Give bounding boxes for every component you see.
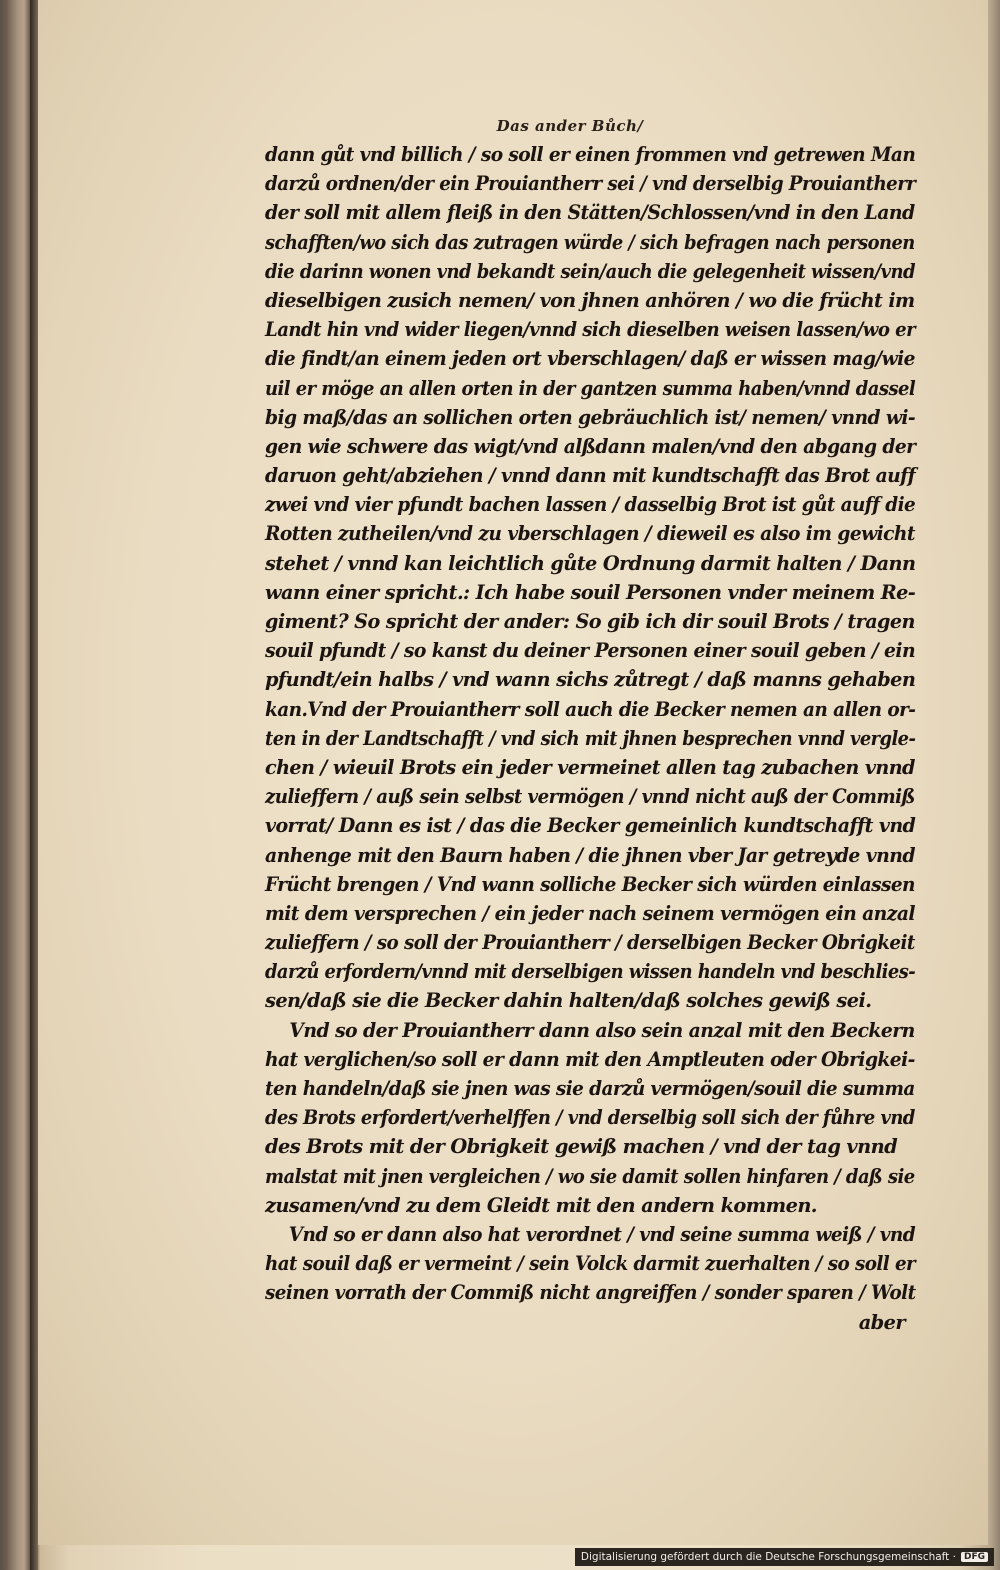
- text-line: giment? So spricht der ander: So gib ich dir souil Brots / tragen: [265, 610, 915, 633]
- text-line: uil er möge an allen orten in der gantzen summa haben/vnnd dassel: [265, 376, 916, 400]
- text-line: hat souil daß er vermeint / sein Volck darmit zuerhalten / so soll er: [265, 1252, 916, 1276]
- text-line: des Brots erfordert/verhelffen / vnd derselbig soll sich der fůhre vnd: [265, 1106, 915, 1130]
- text-line: mit dem versprechen / ein jeder nach seinem vermögen ein anzal: [265, 901, 915, 925]
- text-line: anhenge mit den Baurn haben / die jhnen vber Jar getreyde vnnd: [265, 843, 915, 867]
- text-line: souil pfundt / so kanst du deiner Personen einer souil geben / ein: [265, 639, 916, 663]
- text-line: wann einer spricht.: Ich habe souil Personen vnder meinem Re-: [265, 580, 916, 604]
- text-line: sen/daß sie die Becker dahin halten/daß solches gewiß sei.: [265, 989, 872, 1013]
- text-line: pfundt/ein halbs / vnd wann sichs zůtregt / daß manns gehaben: [265, 668, 916, 692]
- text-line: dann gůt vnd billich / so soll er einen frommen vnd getrewen Man: [265, 143, 916, 166]
- book-gutter: [30, 0, 38, 1570]
- text-line: gen wie schwere das wigt/vnd alßdann malen/vnd den abgang der: [265, 434, 916, 458]
- text-line: malstat mit jnen vergleichen / wo sie damit sollen hinfaren / daß sie: [265, 1164, 915, 1188]
- text-line: des Brots mit der Obrigkeit gewiß machen / vnd der tag vnnd: [265, 1135, 898, 1159]
- text-line: kan.Vnd der Prouiantherr soll auch die Becker nemen an allen or-: [265, 697, 916, 721]
- text-line: darzů erfordern/vnnd mit derselbigen wissen handeln vnd beschlies-: [265, 960, 916, 984]
- text-line: stehet / vnnd kan leichtlich gůte Ordnung darmit halten / Dann: [265, 551, 916, 575]
- text-line: daruon geht/abziehen / vnnd dann mit kundtschafft das Brot auff: [265, 464, 916, 488]
- text-line: zulieffern / so soll der Prouiantherr / derselbigen Becker Obrigkeit: [265, 931, 915, 955]
- text-line: zwei vnd vier pfundt bachen lassen / dasselbig Brot ist gůt auff die: [265, 493, 916, 517]
- text-line: Frücht brengen / Vnd wann solliche Becker sich würden einlassen: [265, 872, 915, 896]
- credit-text: Digitalisierung gefördert durch die Deutsche Forschungsgemeinschaft ·: [580, 1551, 956, 1563]
- text-line: seinen vorrath der Commiß nicht angreiffen / sonder sparen / Wolt: [265, 1281, 916, 1305]
- text-line: zulieffern / auß sein selbst vermögen / vnnd nicht auß der Commiß: [265, 785, 915, 809]
- text-line: schafften/wo sich das zutragen würde / sich befragen nach personen: [265, 230, 915, 254]
- text-line: Vnd so er dann also hat verordnet / vnd seine summa weiß / vnd: [288, 1222, 916, 1246]
- body-text: [265, 140, 915, 1337]
- digitization-credit: [575, 1548, 994, 1566]
- text-line: big maß/das an sollichen orten gebräuchlich ist/ nemen/ vnnd wi-: [265, 405, 916, 429]
- dfg-logo-icon: DFG: [961, 1552, 988, 1562]
- text-line: hat verglichen/so soll er dann mit den Amptleuten oder Obrigkei-: [265, 1047, 915, 1071]
- text-line: aber: [858, 1310, 905, 1334]
- text-line: ten handeln/daß sie jnen was sie darzů vermögen/souil die summa: [265, 1077, 915, 1100]
- running-header: Das ander Bůch/: [496, 117, 644, 135]
- text-line: chen / wieuil Brots ein jeder vermeinet allen tag zubachen vnnd: [265, 755, 915, 779]
- text-line: Vnd so der Prouiantherr dann also sein anzal mit den Beckern: [289, 1018, 915, 1042]
- text-line: die findt/an einem jeden ort vberschlagen/ daß er wissen mag/wie: [265, 347, 915, 371]
- text-line: der soll mit allem fleiß in den Stätten/Schlossen/vnd in den Land: [265, 201, 915, 225]
- text-line: vorrat/ Dann es ist / das die Becker gemeinlich kundtschafft vnd: [265, 814, 916, 838]
- text-line: Landt hin vnd wider liegen/vnnd sich dieselben weisen lassen/wo er: [265, 318, 916, 342]
- text-line: die darinn wonen vnd bekandt sein/auch die gelegenheit wissen/vnd: [265, 259, 916, 283]
- text-line: zusamen/vnd zu dem Gleidt mit den andern kommen.: [265, 1193, 817, 1217]
- text-line: ten in der Landtschafft / vnd sich mit jhnen besprechen vnnd vergle-: [265, 726, 916, 750]
- text-line: Rotten zutheilen/vnd zu vberschlagen / dieweil es also im gewicht: [265, 522, 915, 546]
- text-line: dieselbigen zusich nemen/ von jhnen anhören / wo die frücht im: [265, 288, 915, 312]
- text-line: darzů ordnen/der ein Prouiantherr sei / vnd derselbig Prouiantherr: [265, 172, 916, 196]
